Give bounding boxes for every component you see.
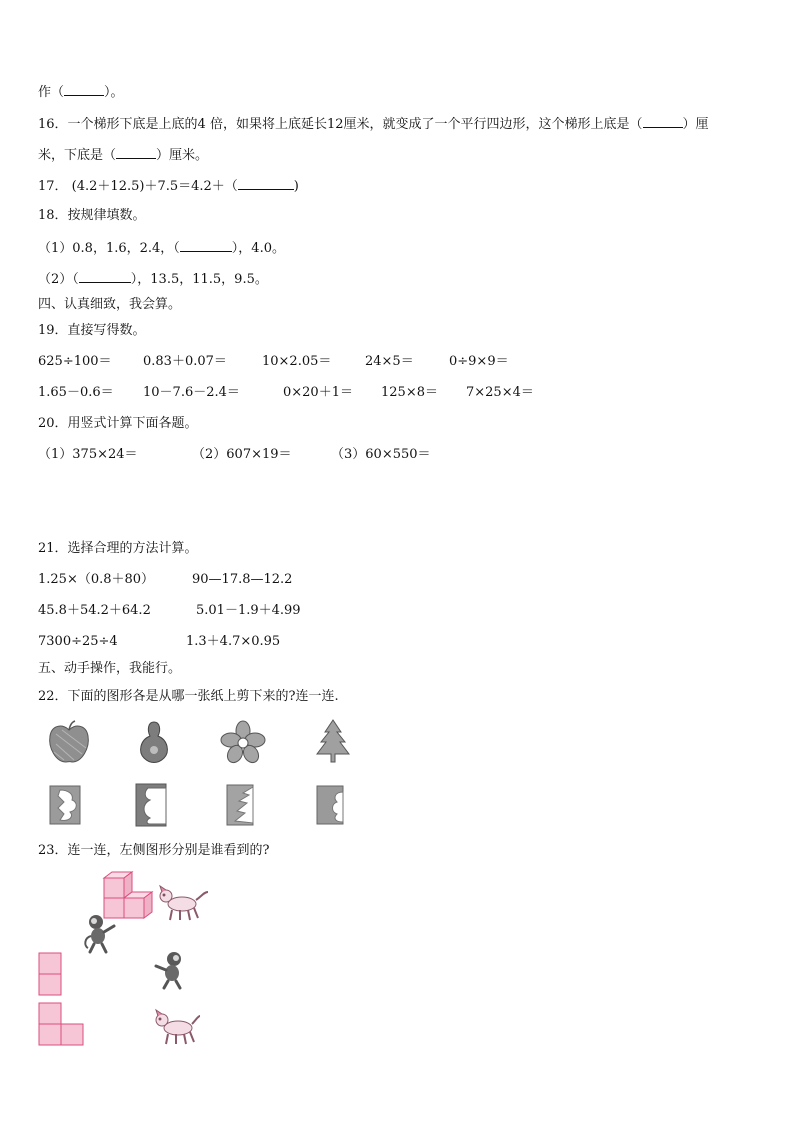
answer-blank[interactable] [238,176,294,190]
q18-p1-tail: ），4.0。 [231,241,285,256]
answer-blank[interactable] [79,269,131,283]
q19-item: 1.65－0.6＝ [38,385,114,400]
q20-title: 20．用竖式计算下面各题。 [38,416,198,431]
answer-blank[interactable] [116,145,156,159]
q22-title: 22．下面的图形各是从哪一张纸上剪下来的?连一连. [38,689,339,704]
q19-item: 125×8＝ [381,385,438,400]
q19-item: 10－7.6－2.4＝ [143,385,240,400]
answer-blank[interactable] [64,82,104,96]
q20-item: （3）60×550＝ [331,447,431,462]
cube-stack-icon [104,872,152,918]
q19-item: 0×20＋1＝ [283,385,353,400]
q19-item: 7×25×4＝ [466,385,534,400]
q17-close: ) [293,179,299,194]
q16-text-a: 米，下底是（ [38,148,117,163]
answer-blank[interactable] [180,238,232,252]
q19-item: 10×2.05＝ [262,354,332,369]
q15-tail-pre: 作（ [38,85,65,100]
section-5-heading: 五、动手操作，我能行。 [38,661,182,676]
q16-line2 [38,145,208,165]
q18-p1-text: （1）0.8，1.6，2.4，（ [38,241,180,256]
monkey-option-icon[interactable] [150,950,190,990]
q21-item: 1.3＋4.7×0.95 [186,634,281,649]
q18-p2-text: （2）（ [38,272,79,287]
q21-item: 5.01－1.9＋4.99 [196,603,301,618]
q17 [38,176,299,196]
q19-item: 0÷9×9＝ [449,354,509,369]
apple-shape-icon[interactable] [44,720,94,766]
q18-p2-tail: ），13.5，11.5，9.5。 [130,272,268,287]
paper-piece-a-icon[interactable] [48,784,82,826]
q18-part2 [38,269,268,289]
q19-title: 19．直接写得数。 [38,323,146,338]
front-view-two-squares[interactable] [38,952,62,996]
section-4-heading: 四、认真细致，我会算。 [38,297,182,312]
q19-item: 625÷100＝ [38,354,112,369]
q21-item: 1.25×（0.8＋80） [38,572,155,587]
q19-item: 24×5＝ [365,354,414,369]
q20-item: （1）375×24＝ [38,447,138,462]
dog-option-icon[interactable] [150,1008,202,1048]
paper-piece-c-icon[interactable] [225,783,255,827]
gourd-shape-icon[interactable] [134,718,174,766]
q15-tail [38,82,124,102]
flower-shape-icon[interactable] [220,720,266,764]
q21-item: 90—17.8—12.2 [192,572,293,587]
q18-part1 [38,238,285,258]
q18-title: 18．按规律填数。 [38,208,146,223]
q16-text-tail: ）厘 [682,117,709,132]
q21-title: 21．选择合理的方法计算。 [38,541,198,556]
q16-text-b: ）厘米。 [156,148,209,163]
q21-item: 45.8＋54.2＋64.2 [38,603,151,618]
monkey-icon [85,915,114,952]
q17-text: 17． (4.2＋12.5)＋7.5＝4.2＋（ [38,179,238,194]
tree-shape-icon[interactable] [313,718,353,764]
cube-stack-scene [82,870,214,954]
q21-item: 7300÷25÷4 [38,634,118,649]
answer-blank[interactable] [643,114,683,128]
q23-title: 23．连一连，左侧图形分别是谁看到的? [38,843,270,858]
side-view-l-shape[interactable] [38,1002,84,1046]
q19-item: 0.83＋0.07＝ [143,354,227,369]
q16-text: 16．一个梯形下底是上底的4 倍，如果将上底延长12厘米，就变成了一个平行四边形，这个梯形上底是（ [38,117,643,132]
q16-line1 [38,114,709,134]
q20-item: （2）607×19＝ [192,447,292,462]
q15-tail-post: ）。 [104,85,124,100]
dog-icon [160,886,208,920]
paper-piece-d-icon[interactable] [315,784,345,826]
paper-piece-b-icon[interactable] [134,782,168,828]
